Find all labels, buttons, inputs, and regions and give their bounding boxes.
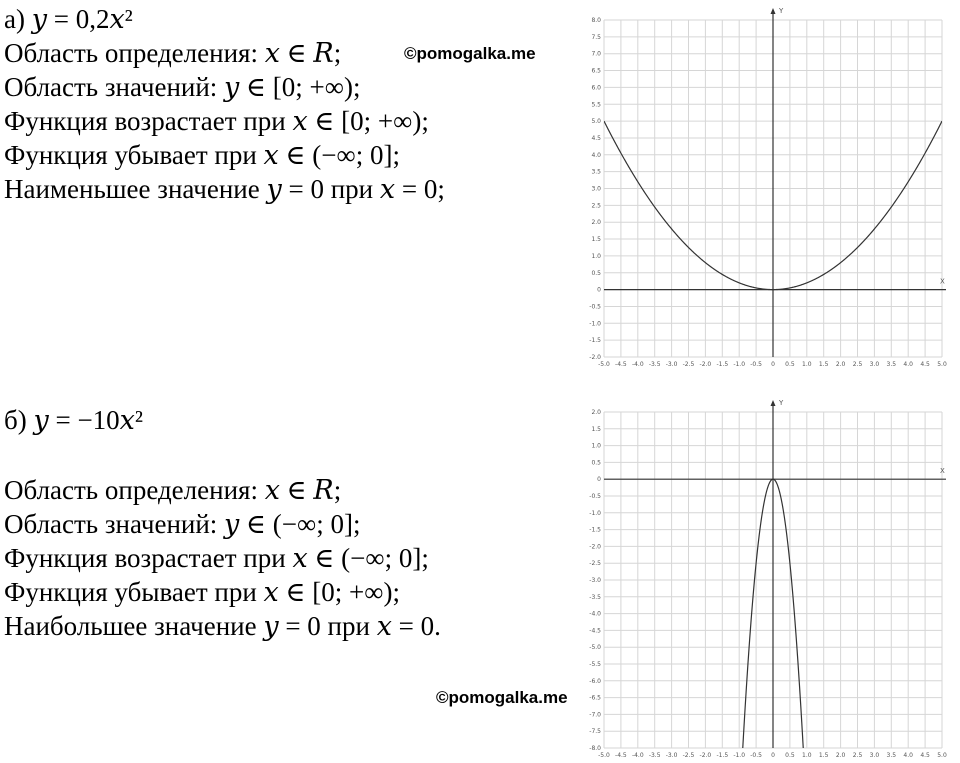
x-tick-label: -2.5 (682, 752, 695, 759)
x-tick-label: -4.5 (615, 752, 627, 759)
y-tick-label: 3.0 (591, 185, 601, 193)
part-b-increasing: Функция возрастает при 𝑥 ∈ (−∞; 0]; (4, 543, 429, 573)
x-tick-label: 4.5 (920, 752, 930, 759)
x-tick-label: 2.5 (852, 361, 863, 368)
y-tick-label: 2.5 (591, 202, 601, 210)
x-axis-label: X (940, 467, 945, 476)
part-a-minimum: Наименьшее значение 𝑦 = 0 при 𝑥 = 0; (4, 174, 445, 204)
chart-parabola-a (580, 4, 960, 374)
y-axis-arrow (771, 8, 776, 14)
y-axis-arrow (771, 400, 776, 406)
x-tick-label: 2.0 (835, 752, 846, 759)
y-tick-label: -6.0 (589, 677, 601, 685)
y-tick-label: -8.0 (589, 745, 601, 752)
y-tick-label: -1.0 (589, 320, 601, 328)
x-tick-label: 4.0 (903, 361, 913, 368)
watermark-bottom: ©pomogalka.me (436, 688, 568, 707)
x-tick-label: -3.5 (648, 361, 661, 368)
y-tick-label: -4.5 (589, 627, 601, 635)
x-tick-label: -1.0 (733, 752, 746, 759)
x-tick-label: -1.0 (733, 361, 746, 368)
x-tick-label: 1.0 (802, 361, 812, 368)
y-tick-label: -6.5 (589, 694, 601, 702)
y-tick-label: 5.5 (591, 101, 601, 109)
y-tick-label: 5.0 (591, 118, 601, 126)
part-a-increasing: Функция возрастает при 𝑥 ∈ [0; +∞); (4, 106, 429, 136)
x-tick-label: -4.0 (631, 361, 644, 368)
x-tick-label: 2.5 (852, 752, 863, 759)
x-tick-label: -1.5 (716, 361, 729, 368)
x-tick-label: 2.0 (835, 361, 846, 368)
x-tick-label: -1.5 (716, 752, 729, 759)
part-b-maximum: Наибольшее значение 𝑦 = 0 при 𝑥 = 0. (4, 611, 441, 641)
part-a-text (4, 2, 445, 206)
part-b-title: б) 𝑦 = −10𝑥² (4, 405, 144, 435)
x-tick-label: -3.5 (648, 752, 661, 759)
y-tick-label: 0.5 (591, 459, 601, 467)
y-tick-label: 0.5 (591, 269, 601, 277)
x-tick-label: -0.5 (750, 752, 762, 759)
y-tick-label: 1.0 (591, 252, 601, 260)
y-tick-label: -2.0 (589, 543, 601, 551)
x-tick-label: 5.0 (937, 752, 947, 759)
x-tick-label: 3.0 (869, 752, 880, 759)
part-a-title: а) 𝑦 = 0,2𝑥² (4, 4, 133, 34)
y-tick-label: -4.0 (589, 610, 601, 618)
y-tick-label: 0 (597, 476, 601, 484)
x-tick-label: -4.0 (631, 752, 644, 759)
part-b-domain: Область определения: 𝑥 ∈ 𝑅; (4, 475, 342, 505)
x-tick-label: 0.5 (785, 752, 795, 759)
y-tick-label: 0 (597, 286, 601, 294)
y-tick-label: 1.0 (591, 442, 601, 450)
part-b-text (4, 403, 441, 643)
x-tick-label: 1.0 (802, 752, 812, 759)
part-a-decreasing: Функция убывает при 𝑥 ∈ (−∞; 0]; (4, 140, 400, 170)
x-tick-label: 3.5 (886, 361, 897, 368)
x-tick-label: 3.5 (886, 752, 897, 759)
x-tick-label: 3.0 (869, 361, 880, 368)
y-tick-label: 2.0 (591, 219, 601, 227)
x-tick-label: -3.0 (665, 361, 678, 368)
y-tick-label: -0.5 (589, 493, 601, 500)
y-tick-label: -3.0 (589, 577, 601, 584)
y-tick-label: -1.5 (589, 337, 601, 345)
y-tick-label: -3.5 (589, 593, 601, 601)
y-tick-label: -5.5 (589, 661, 601, 668)
x-tick-label: -5.0 (598, 752, 610, 759)
x-tick-label: 0 (771, 361, 775, 368)
y-tick-label: 6.0 (591, 84, 601, 92)
chart-parabola-b (580, 396, 960, 763)
part-a-range: Область значений: 𝑦 ∈ [0; +∞); (4, 72, 361, 102)
x-tick-label: 1.5 (818, 361, 829, 368)
y-axis-label: Y (779, 7, 784, 15)
x-tick-label: 0.5 (785, 361, 795, 368)
y-tick-label: -2.5 (589, 560, 601, 568)
y-tick-label: -7.5 (589, 728, 601, 736)
y-tick-label: 4.0 (591, 151, 601, 159)
y-tick-label: -5.0 (589, 644, 601, 652)
x-tick-label: 4.0 (903, 752, 913, 759)
y-tick-label: -1.0 (589, 509, 601, 517)
x-tick-label: 4.5 (920, 361, 930, 368)
x-tick-label: 1.5 (818, 752, 829, 759)
x-tick-label: -4.5 (615, 361, 627, 368)
watermark-top: ©pomogalka.me (404, 44, 536, 63)
x-tick-label: 0 (771, 752, 775, 759)
y-tick-label: 3.5 (591, 168, 601, 176)
x-tick-label: -2.0 (699, 361, 712, 368)
part-b-range: Область значений: 𝑦 ∈ (−∞; 0]; (4, 509, 361, 539)
x-tick-label: -5.0 (598, 361, 610, 368)
x-tick-label: -2.5 (682, 361, 695, 368)
y-tick-label: -2.0 (589, 354, 601, 361)
x-axis-label: X (940, 277, 945, 286)
y-tick-label: 6.5 (591, 67, 601, 75)
x-tick-label: -0.5 (750, 361, 762, 368)
y-tick-label: -7.0 (589, 711, 601, 719)
x-tick-label: -3.0 (665, 752, 678, 759)
y-tick-label: 2.0 (591, 409, 601, 416)
part-b-decreasing: Функция убывает при 𝑥 ∈ [0; +∞); (4, 577, 400, 607)
y-tick-label: 1.5 (591, 425, 601, 433)
part-a-domain: Область определения: 𝑥 ∈ 𝑅; (4, 38, 342, 68)
x-tick-label: 5.0 (937, 361, 947, 368)
y-tick-label: 4.5 (591, 134, 601, 142)
y-tick-label: 7.0 (591, 50, 601, 58)
y-tick-label: 8.0 (591, 17, 601, 24)
y-axis-label: Y (779, 399, 784, 407)
y-tick-label: -0.5 (589, 303, 601, 311)
y-tick-label: -1.5 (589, 526, 601, 534)
y-tick-label: 1.5 (591, 236, 601, 244)
x-tick-label: -2.0 (699, 752, 712, 759)
y-tick-label: 7.5 (591, 33, 601, 41)
